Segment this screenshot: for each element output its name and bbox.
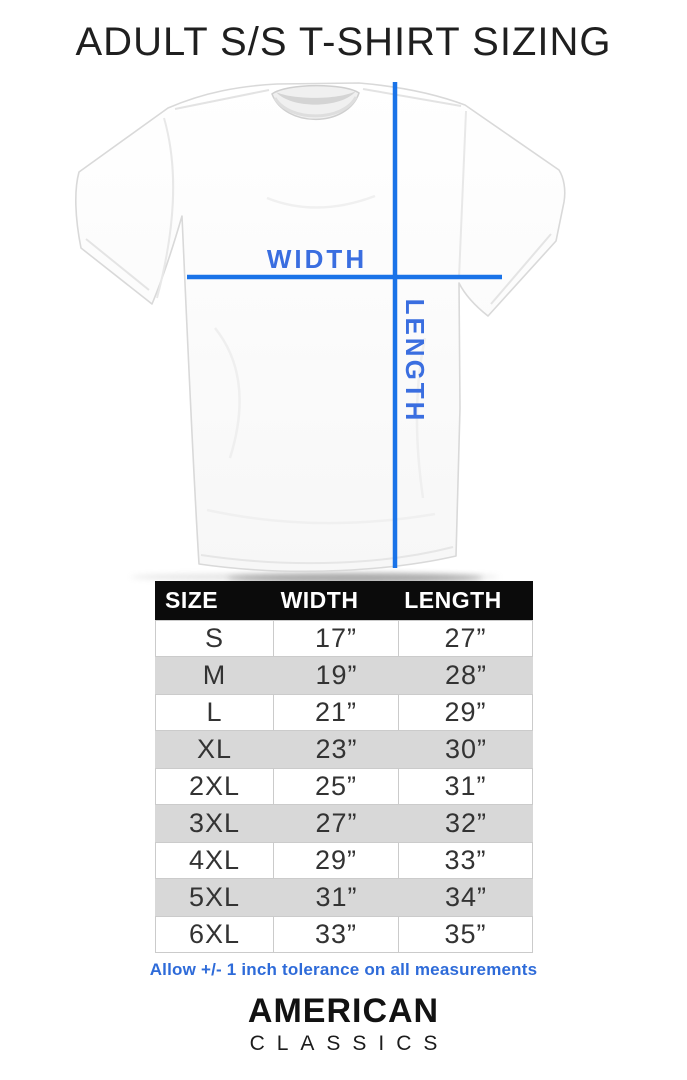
length-cell: 34” [399,879,533,916]
column-header-width: WIDTH [274,581,399,620]
table-row [155,842,533,879]
width-cell: 17” [274,620,399,657]
size-cell: XL [155,731,274,768]
tshirt-illustration [65,78,575,590]
brand-logo [0,994,687,1056]
length-cell: 31” [399,768,533,805]
table-row [155,916,533,953]
brand-name: AMERICAN [247,992,440,1030]
table-row [155,768,533,805]
tolerance-note: Allow +/- 1 inch tolerance on all measurements [149,960,538,979]
page-title: ADULT S/S T-SHIRT SIZING [75,20,612,64]
size-cell: M [155,657,274,694]
width-cell: 19” [274,657,399,694]
size-table [155,581,533,953]
size-cell: 3XL [155,805,274,842]
shirt-shadow-soft [130,574,500,581]
size-cell: 4XL [155,842,274,879]
length-label: LENGTH [400,298,430,424]
length-cell: 29” [399,694,533,731]
table-row [155,657,533,694]
width-label: WIDTH [266,244,368,274]
width-cell: 21” [274,694,399,731]
length-cell: 35” [399,916,533,953]
table-row [155,694,533,731]
width-cell: 31” [274,879,399,916]
width-cell: 27” [274,805,399,842]
size-cell: L [155,694,274,731]
brand-subtitle: CLASSICS [249,1031,450,1055]
width-cell: 29” [274,842,399,879]
table-row [155,879,533,916]
table-row [155,731,533,768]
width-cell: 23” [274,731,399,768]
length-cell: 32” [399,805,533,842]
column-header-length: LENGTH [399,581,533,620]
width-cell: 25” [274,768,399,805]
tshirt-diagram [65,78,575,590]
size-table-header [155,581,533,620]
length-cell: 28” [399,657,533,694]
length-cell: 27” [399,620,533,657]
table-row [155,620,533,657]
size-cell: 5XL [155,879,274,916]
table-row [155,805,533,842]
length-cell: 33” [399,842,533,879]
column-header-size: SIZE [155,581,274,620]
length-cell: 30” [399,731,533,768]
size-cell: S [155,620,274,657]
width-cell: 33” [274,916,399,953]
shirt-body [76,83,565,571]
size-cell: 2XL [155,768,274,805]
size-cell: 6XL [155,916,274,953]
